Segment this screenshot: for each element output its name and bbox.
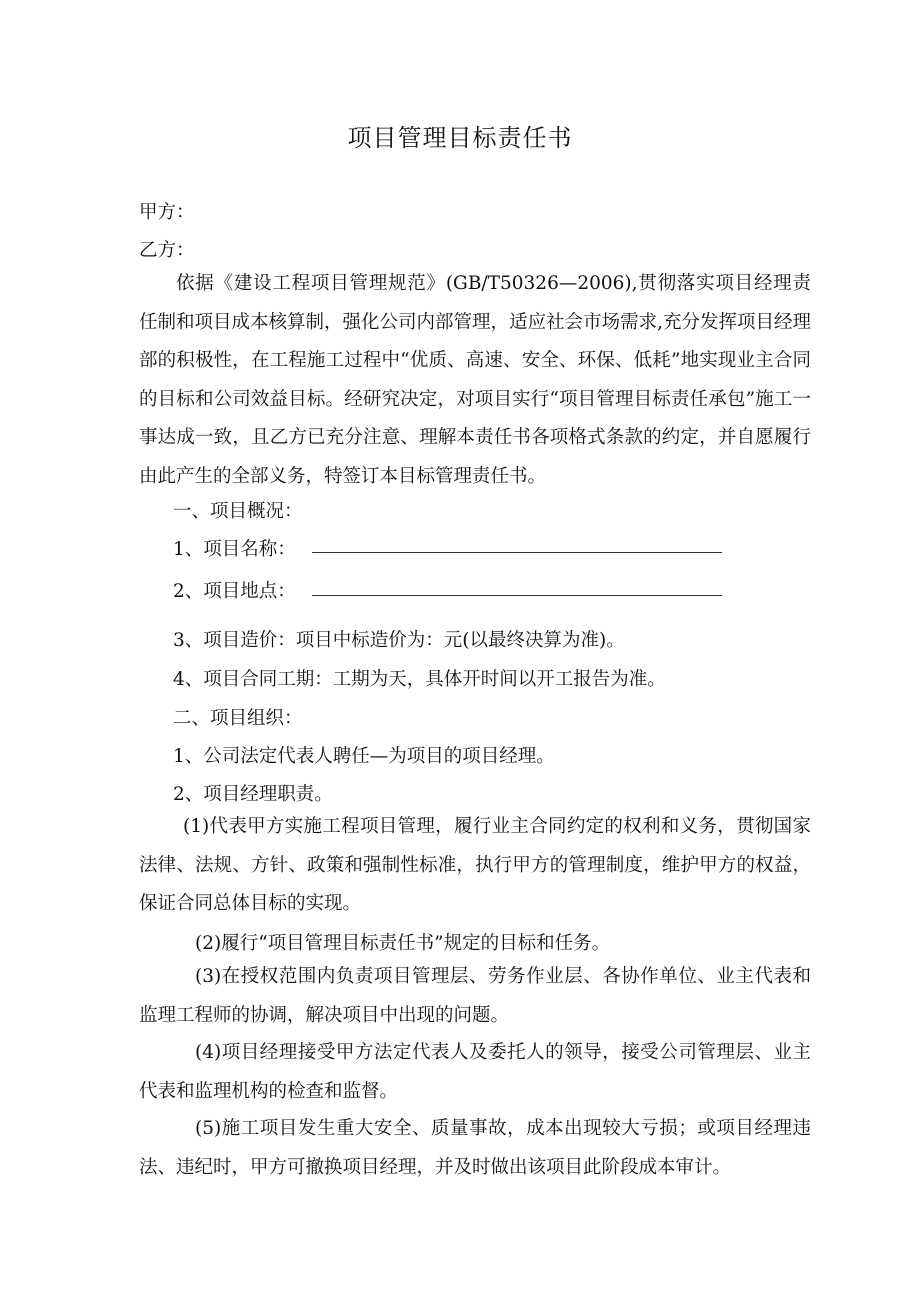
- org-item-1: 1、公司法定代表人聘任—为项目的项目经理。: [173, 746, 555, 767]
- duty-5-paragraph: (5)施工项目发生重大安全、质量事故，成本出现较大亏损；或项目经理违法、违纪时，甲方可撤换项目经理，并及时做出该项目此阶段成本审计。: [139, 1118, 811, 1178]
- duty-3-paragraph: (3)在授权范围内负责项目管理层、劳务作业层、各协作单位、业主代表和监理工程师的协调，解决项目中出现的问题。: [139, 966, 811, 1026]
- section-1-heading: 一、项目概况：: [173, 501, 303, 522]
- party-b-label: 乙方：: [139, 240, 195, 261]
- duty-4-paragraph: (4)项目经理接受甲方法定代表人及委托人的领导，接受公司管理层、业主代表和监理机构的检查和监督。: [139, 1042, 811, 1102]
- party-a-label: 甲方：: [139, 202, 195, 223]
- project-cost-line: 3、项目造价：项目中标造价为：元(以最终决算为准)。: [173, 630, 625, 651]
- org-item-2: 2、项目经理职责。: [173, 784, 333, 805]
- project-name-row: [173, 535, 296, 561]
- preamble-paragraph: 依据《建设工程项目管理规范》(GB/T50326—2006),贯彻落实项目经理责任制和项目成本核算制，强化公司内部管理，适应社会市场需求,充分发挥项目经理部的积极性，在工程施工过程中“优质、高速、安全、环保、低耗”地实现业主合同的目标和公司效益目标。经研究决定，对项目实行“项目管理目标责任承包”施工一事达成一致，且乙方已充分注意、理解本责任书各项格式条款的约定，并自愿履行由此产生的全部义务，特签订本目标管理责任书。: [139, 273, 811, 487]
- project-location-label: 2、项目地点：: [173, 581, 296, 602]
- project-duration-line: 4、项目合同工期：工期为天，具体开时间以开工报告为准。: [173, 669, 666, 690]
- project-name-label: 1、项目名称：: [173, 539, 296, 560]
- document-title: 项目管理目标责任书: [347, 124, 573, 152]
- duty-1-paragraph: (1)代表甲方实施工程项目管理，履行业主合同约定的权利和义务，贯彻国家法律、法规、方针、政策和强制性标准，执行甲方的管理制度，维护甲方的权益，保证合同总体目标的实现。: [139, 816, 811, 914]
- project-location-blank-line: [312, 595, 722, 596]
- project-location-row: [173, 577, 296, 603]
- section-2-heading: 二、项目组织：: [173, 708, 303, 729]
- project-name-blank-line: [312, 552, 722, 553]
- duty-2-line: (2)履行“项目管理目标责任书”规定的目标和任务。: [195, 933, 611, 954]
